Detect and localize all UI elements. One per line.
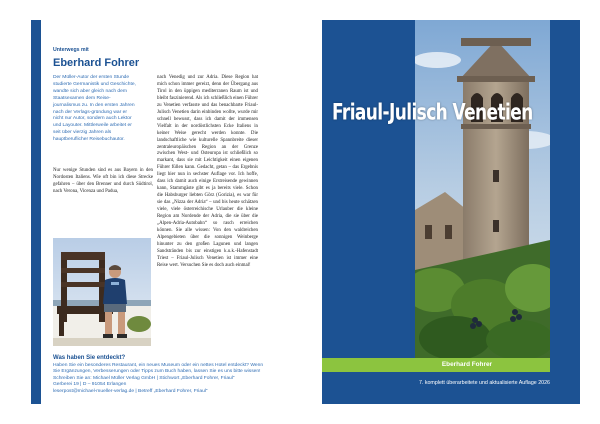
feedback-address-line: Gerberei 19 | D – 91054 Erlangen (53, 382, 127, 388)
page-edge-bar (31, 20, 41, 404)
author-band (322, 358, 550, 372)
intro-text-column-1: Nur wenige Stunden sind es aus Bayern in den Nordosten Italiens. Wie oft bin ich diese Strecke gefahren – über den Brenner und durch Südtirol, nach Verona, Vicenza und Padua, (53, 168, 153, 194)
cover-title: Friaul-Julisch Venetien (332, 100, 533, 126)
feedback-email-line: leserpost@michael-mueller-verlag.de | Betreff „Eberhard Fohrer, Friaul“ (53, 388, 208, 394)
edition-note: 7. komplett überarbeitete und aktualisierte Auflage 2026 (418, 380, 550, 386)
feedback-paragraph: Haben Sie ein besonderes Restaurant, ein neues Museum oder ein nettes Hotel entdeckt? Wenn Sie Ergänzungen, Verbesserungen oder Tipps zum Buch haben, lassen Sie es uns bitte wissen! (53, 363, 264, 375)
cover-photo (415, 20, 550, 358)
kicker-text: Unterwegs mit (53, 47, 89, 53)
intro-text-column-2: nach Venedig und zur Adria. Diese Region hat mich schon immer gereizt, denn der Übergang aus Tirol in den üppigen mediterranen Raum ist und bleibt faszinierend. Als ich schließlich einen Führer zu Venetien verfasste und das benachbarte Friaul-Julisch Venetien darin einbinden wollte, wurde mir schnell bewusst, dass ich damit der immensen Vielfalt in der nordöstlichsten Ecke Italiens in keiner Weise gerecht werden konnte. Die landschaftliche wie kulturelle Spannbreite dieser zentraleuropäischen Region an der Grenze zwischen West- und Osteuropa ist schließlich so markant, dass sie mit Leichtigkeit einen eigenen Führer füllen kann. Gedacht, getan – das Ergebnis liegt hier nun in sechster Auflage vor. Ich hoffe, dass ich damit auch einige Erstreisende gewinnen kann, Stammgäste gibt es ja bereits viele. Schon die Habsburger liebten Görz (Gorizia), es war für sie das „Nizza der Adria“ – und bis heute schätzen viele, viele österreichische Urlauber die kleine Region am Nordende der Adria, die sie über die „Alpen-Adria-Autobahn“ so rasch erreichen können. Sie alle wissen: Von den waldreichen Alpengebieten über die sonnigen Weinberge hinunter zu den großen Lagunen und langen Sandstränden bis zur einstigen k.u.k.-Hafenstadt Triest – Friaul-Julisch Venetien ist immer eine Reise wert. Versuchen Sie es doch auch einmal! (157, 75, 258, 268)
author-photo-image (53, 238, 151, 346)
author-page (31, 20, 287, 404)
book-cover (322, 20, 580, 404)
author-photo (53, 238, 151, 346)
author-bio: Der Müller-Autor der ersten Stunde studierte Germanistik und Geschichte, wandte sich aber gleich nach dem Staatsexamen dem Reise-journalismus zu. In den ersten Jahren nach der Verlags-gründung war er nicht nur Autor, sondern auch Lektor und Layouter. Mittlerweile arbeitet er seit über vierzig Jahren als hauptberuflicher Reisebuchautor. (53, 75, 136, 143)
cover-author-name: Eberhard Fohrer (441, 361, 492, 368)
bell-tower-image (415, 20, 550, 358)
author-name-heading: Eberhard Fohrer (53, 57, 140, 69)
feedback-text (53, 363, 265, 395)
feedback-address-line: Schreiben Sie an: Michael Müller Verlag GmbH | Stichwort „Eberhard Fohrer, Friaul“ (53, 375, 235, 381)
feedback-heading: Was haben Sie entdeckt? (53, 355, 126, 361)
